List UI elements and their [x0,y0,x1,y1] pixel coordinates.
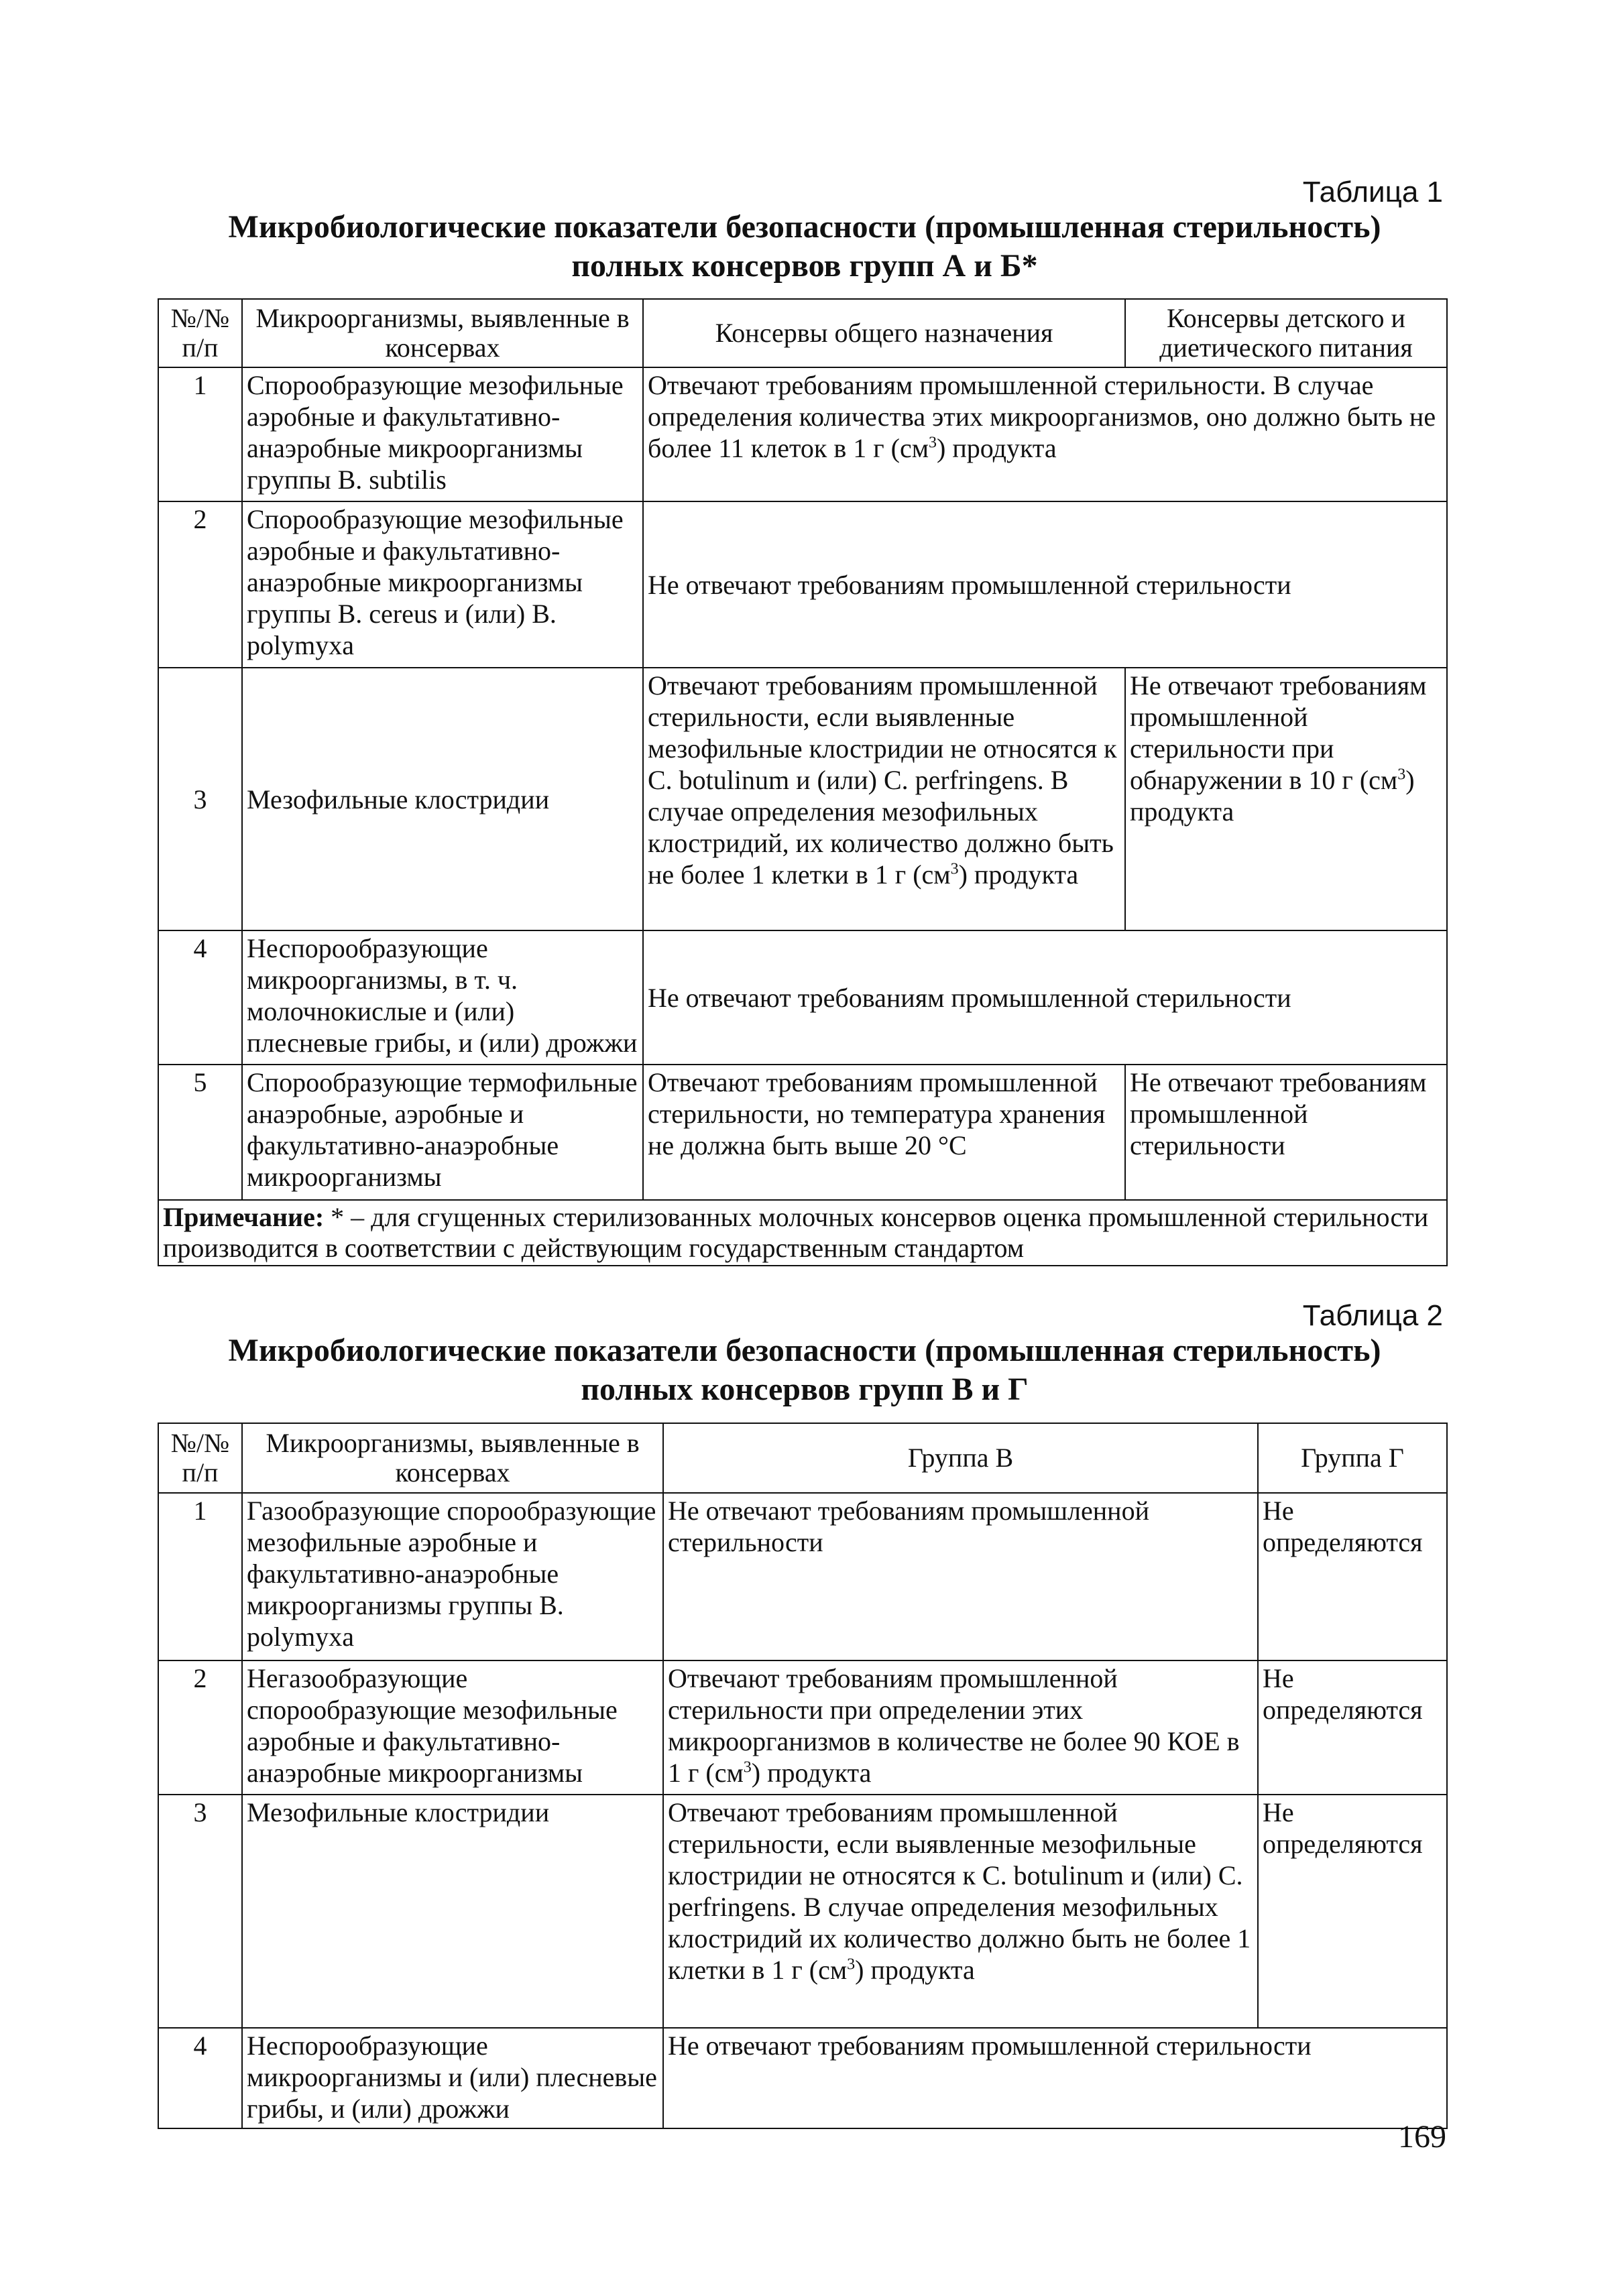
table1-note-row [158,1200,1447,1266]
table2-title-line2: полных консервов групп В и Г [581,1372,1029,1407]
row-group-v-value: Отвечают требованиям промышленной стерильности при определении этих микроорганизмов в количестве не более 90 КОЕ в 1 г $(см^3)$ продукта [663,1660,1258,1795]
table1-title-line2: полных консервов групп А и Б* [571,248,1038,284]
table-row [158,1065,1447,1200]
row-group-g-value: Не определяются [1258,1493,1447,1660]
table1-header-num: №/№ п/п [158,299,242,367]
table1-title [161,208,1448,286]
table-row [158,930,1447,1065]
page-number: 169 [1398,2119,1446,2155]
row-organisms: Спорообразующие мезофильные аэробные и факультативно-анаэробные микроорганизмы группы B. subtilis [242,367,643,501]
table1 [158,298,1448,1266]
note-text: * – для сгущенных стерилизованных молочных консервов оценка промышленной стерильности производится в соответствии с действующим государственным стандартом [163,1202,1429,1263]
row-number: 4 [158,930,242,1065]
row-organisms: Неспорообразующие микроорганизмы, в т. ч. молочнокислые и (или) плесневые грибы, и (или) дрожжи [242,930,643,1065]
row-organisms: Негазообразующие спорообразующие мезофильные аэробные и факультативно-анаэробные микроорганизмы [242,1660,663,1795]
table-row [158,1493,1447,1660]
row-merged-value: Не отвечают требованиям промышленной стерильности [643,930,1447,1065]
table-row [158,668,1447,930]
table2-title [161,1331,1448,1409]
table2-header-organisms: Микроорганизмы, выявленные в консервах [242,1423,663,1493]
table-row [158,501,1447,668]
note-label: Примечание: [163,1202,325,1232]
table2-number: Таблица 2 [1302,1299,1443,1332]
table-row [158,1660,1447,1795]
row-number: 1 [158,367,242,501]
table1-title-line1: Микробиологические показатели безопасности (промышленная стерильность) [228,209,1381,245]
row-general-value: Отвечают требованиям промышленной стерильности, если выявленные мезофильные клостридии не относятся к C. botulinum и (или) C. perfringens. В случае определения мезофильных клостридий, их количество должно быть не более 1 клетки в 1 г $(см^3)$ продукта [643,668,1125,930]
row-organisms: Спорообразующие термофильные анаэробные, аэробные и факультативно-анаэробные микроорганизмы [242,1065,643,1200]
table2-header-num: №/№ п/п [158,1423,242,1493]
row-children-value: Не отвечают требованиям промышленной стерильности [1125,1065,1447,1200]
table2-title-line1: Микробиологические показатели безопасности (промышленная стерильность) [228,1333,1381,1368]
row-organisms: Мезофильные клостридии [242,668,643,930]
table2-header-group-g: Группа Г [1258,1423,1447,1493]
row-organisms: Неспорообразующие микроорганизмы и (или) плесневые грибы, и (или) дрожжи [242,2028,663,2128]
table1-header-row [158,299,1447,367]
table-row [158,1795,1447,2028]
row-organisms: Спорообразующие мезофильные аэробные и факультативно-анаэробные микроорганизмы группы B. cereus и (или) B. polymyxa [242,501,643,668]
row-number: 3 [158,1795,242,2028]
row-number: 3 [158,668,242,930]
row-children-value: Не отвечают требованиям промышленной стерильности при обнаружении в 10 г $(см^3)$ продукта [1125,668,1447,930]
row-organisms: Мезофильные клостридии [242,1795,663,2028]
table1-number: Таблица 1 [1302,176,1443,208]
row-number: 1 [158,1493,242,1660]
row-group-g-value: Не определяются [1258,1660,1447,1795]
table1-header-children: Консервы детского и диетического питания [1125,299,1447,367]
table2-header-row [158,1423,1447,1493]
table1-header-organisms: Микроорганизмы, выявленные в консервах [242,299,643,367]
table2-header-group-v: Группа В [663,1423,1258,1493]
row-organisms: Газообразующие спорообразующие мезофильные аэробные и факультативно-анаэробные микроорганизмы группы B. polymyxa [242,1493,663,1660]
row-number: 4 [158,2028,242,2128]
table1-note [158,1200,1447,1266]
row-number: 2 [158,501,242,668]
table-row [158,367,1447,501]
row-number: 2 [158,1660,242,1795]
row-group-v-value: Отвечают требованиям промышленной стерильности, если выявленные мезофильные клостридии не относятся к C. botulinum и (или) C. perfringens. В случае определения мезофильных клостридий их количество должно быть не более 1 клетки в 1 г $(см^3)$ продукта [663,1795,1258,2028]
table-row [158,2028,1447,2128]
row-general-value: Отвечают требованиям промышленной стерильности, но температура хранения не должна быть выше 20 °С [643,1065,1125,1200]
table1-header-general: Консервы общего назначения [643,299,1125,367]
row-number: 5 [158,1065,242,1200]
row-merged-value: Не отвечают требованиям промышленной стерильности [663,2028,1447,2128]
table2 [158,1423,1448,2129]
row-group-v-value: Не отвечают требованиям промышленной стерильности [663,1493,1258,1660]
row-group-g-value: Не определяются [1258,1795,1447,2028]
row-merged-value: Не отвечают требованиям промышленной стерильности [643,501,1447,668]
row-merged-value: Отвечают требованиям промышленной стерильности. В случае определения количества этих микроорганизмов, оно должно быть не более 11 клеток в 1 г $(см^3)$ продукта [643,367,1447,501]
